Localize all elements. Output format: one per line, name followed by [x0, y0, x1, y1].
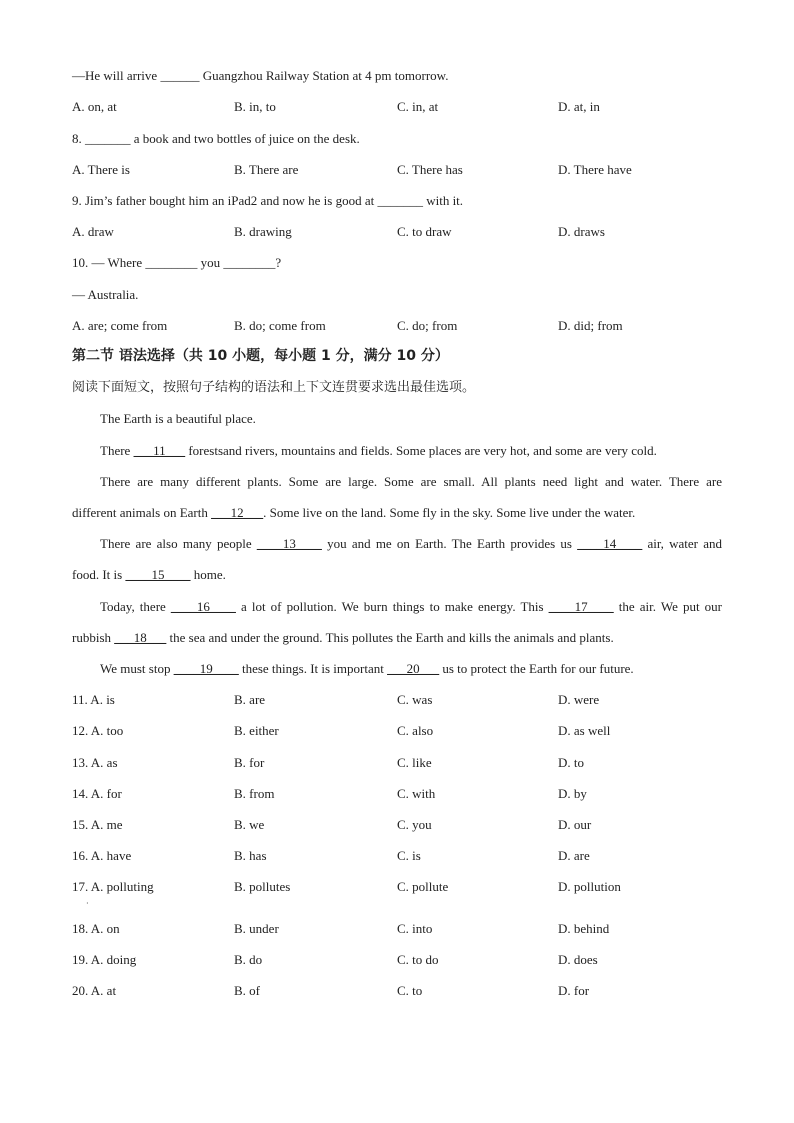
choice-15-d: D. our — [558, 817, 592, 832]
choice-17-c: C. pollute — [397, 879, 449, 894]
choice-12-a: 12. A. too — [72, 723, 124, 738]
choice-11-a: 11. A. is — [72, 692, 115, 707]
section-instruction: 阅读下面短文，按照句子结构的语法和上下文连贯要求选出最佳选项。 — [72, 380, 476, 395]
passage-text: the sea and under the ground. This pollutes the Earth and kills the animals and plants. — [166, 630, 614, 645]
q7-stem: —He will arrive ______ Guangzhou Railway Station at 4 pm tomorrow. — [72, 68, 449, 83]
choice-14-c: C. with — [397, 786, 436, 801]
passage-paragraph-2 — [72, 443, 722, 459]
choice-row-16 — [72, 848, 722, 864]
blank-18: ___18___ — [114, 630, 167, 645]
blank-13: ____13____ — [256, 536, 322, 551]
q8-option-d: D. There have — [558, 162, 632, 177]
q10-stem: 10. — Where ________ you ________? — [72, 255, 282, 270]
passage-text: home. — [190, 567, 226, 582]
q8-option-a: A. There is — [72, 162, 130, 177]
choice-12-b: B. either — [234, 723, 279, 738]
choice-13-b: B. for — [234, 755, 265, 770]
passage-paragraph-5-line-2 — [72, 630, 722, 646]
blank-14: ____14____ — [577, 536, 643, 551]
q10-option-b: B. do; come from — [234, 318, 326, 333]
choice-16-c: C. is — [397, 848, 421, 863]
passage-text: different animals on Earth — [72, 505, 212, 520]
q8-options — [72, 162, 722, 178]
passage-text: We must stop — [100, 661, 174, 676]
section-heading: 第二节 语法选择（共 10 小题，每小题 1 分，满分 10 分） — [72, 348, 449, 364]
choice-12-d: D. as well — [558, 723, 611, 738]
q10-option-c: C. do; from — [397, 318, 458, 333]
passage-text: these things. It is important — [238, 661, 388, 676]
passage-paragraph-6 — [72, 661, 722, 677]
passage-text: There — [100, 443, 134, 458]
choice-row-13 — [72, 755, 722, 771]
q10-option-d: D. did; from — [558, 318, 623, 333]
passage-text: . Some live on the land. Some fly in the sky. Some live under the water. — [263, 505, 636, 520]
choice-13-c: C. like — [397, 755, 432, 770]
choice-13-a: 13. A. as — [72, 755, 118, 770]
choice-18-b: B. under — [234, 921, 279, 936]
passage-paragraph-3-line-2 — [72, 505, 722, 521]
choice-17-d: D. pollution — [558, 879, 621, 894]
passage-paragraph-1 — [72, 411, 722, 427]
q8-stem: 8. _______ a book and two bottles of juice on the desk. — [72, 131, 360, 146]
choice-row-14 — [72, 786, 722, 802]
q7-option-c: C. in, at — [397, 99, 439, 114]
choice-20-b: B. of — [234, 983, 260, 998]
choice-11-d: D. were — [558, 692, 600, 707]
passage-text: air, water and — [642, 536, 723, 551]
q10-option-a: A. are; come from — [72, 318, 168, 333]
blank-11: ___11___ — [133, 443, 186, 458]
q9-option-b: B. drawing — [234, 224, 292, 239]
choice-20-a: 20. A. at — [72, 983, 117, 998]
passage-text: you and me on Earth. The Earth provides us — [321, 536, 578, 551]
choice-14-b: B. from — [234, 786, 275, 801]
passage-text: Today, there — [100, 599, 171, 614]
choice-17-a: 17. A. polluting — [72, 879, 154, 894]
passage-paragraph-5-line-1 — [72, 599, 722, 615]
choice-18-c: C. into — [397, 921, 433, 936]
passage-text: There are also many people — [100, 536, 257, 551]
blank-12: ___12___ — [211, 505, 264, 520]
stray-dot: · — [86, 899, 89, 908]
choice-19-c: C. to do — [397, 952, 439, 967]
choice-13-d: D. to — [558, 755, 584, 770]
passage-text: forestsand rivers, mountains and fields. Some places are very hot, and some are very cold. — [185, 443, 657, 458]
blank-19: ____19____ — [173, 661, 239, 676]
choice-11-b: B. are — [234, 692, 266, 707]
q8-option-c: C. There has — [397, 162, 463, 177]
passage-text: us to protect the Earth for our future. — [439, 661, 634, 676]
q9-option-c: C. to draw — [397, 224, 452, 239]
choice-16-b: B. has — [234, 848, 267, 863]
choice-17-b: B. pollutes — [234, 879, 291, 894]
choice-15-c: C. you — [397, 817, 432, 832]
passage-text: a lot of pollution. We burn things to make energy. This — [235, 599, 549, 614]
choice-row-18 — [72, 921, 722, 937]
passage-text: rubbish — [72, 630, 115, 645]
blank-17: ____17____ — [548, 599, 614, 614]
choice-18-a: 18. A. on — [72, 921, 120, 936]
passage-paragraph-4-line-1 — [72, 536, 722, 552]
choice-row-20 — [72, 983, 722, 999]
choice-18-d: D. behind — [558, 921, 610, 936]
blank-15: ____15____ — [125, 567, 191, 582]
passage-text: food. It is — [72, 567, 126, 582]
q8-option-b: B. There are — [234, 162, 299, 177]
choice-11-c: C. was — [397, 692, 433, 707]
q7-option-b: B. in, to — [234, 99, 276, 114]
q9-option-a: A. draw — [72, 224, 114, 239]
passage-text: the air. We put our — [613, 599, 722, 614]
choice-12-c: C. also — [397, 723, 434, 738]
choice-row-19 — [72, 952, 722, 968]
choice-19-b: B. do — [234, 952, 263, 967]
choice-19-d: D. does — [558, 952, 598, 967]
q9-stem: 9. Jim’s father bought him an iPad2 and now he is good at _______ with it. — [72, 193, 464, 208]
q7-option-a: A. on, at — [72, 99, 117, 114]
choice-20-c: C. to — [397, 983, 423, 998]
choice-row-17 — [72, 879, 722, 895]
q9-options — [72, 224, 722, 240]
q7-option-d: D. at, in — [558, 99, 600, 114]
choice-19-a: 19. A. doing — [72, 952, 137, 967]
choice-16-a: 16. A. have — [72, 848, 132, 863]
choice-row-15 — [72, 817, 722, 833]
choice-16-d: D. are — [558, 848, 590, 863]
choice-14-a: 14. A. for — [72, 786, 122, 801]
choice-20-d: D. for — [558, 983, 590, 998]
q9-option-d: D. draws — [558, 224, 605, 239]
choice-row-11 — [72, 692, 722, 708]
choice-14-d: D. by — [558, 786, 587, 801]
q10-options — [72, 318, 722, 334]
blank-20: ___20___ — [387, 661, 440, 676]
q7-options — [72, 99, 722, 115]
passage-paragraph-4-line-2 — [72, 567, 722, 583]
blank-16: ____16____ — [170, 599, 236, 614]
passage-paragraph-3-line-1 — [72, 474, 722, 490]
passage-text: The Earth is a beautiful place. — [100, 411, 256, 426]
choice-row-12 — [72, 723, 722, 739]
passage-text: There are many different plants. Some are large. Some are small. All plants need light and water. There are — [100, 474, 722, 489]
choice-15-b: B. we — [234, 817, 265, 832]
q10-answer: — Australia. — [72, 287, 139, 302]
choice-15-a: 15. A. me — [72, 817, 123, 832]
